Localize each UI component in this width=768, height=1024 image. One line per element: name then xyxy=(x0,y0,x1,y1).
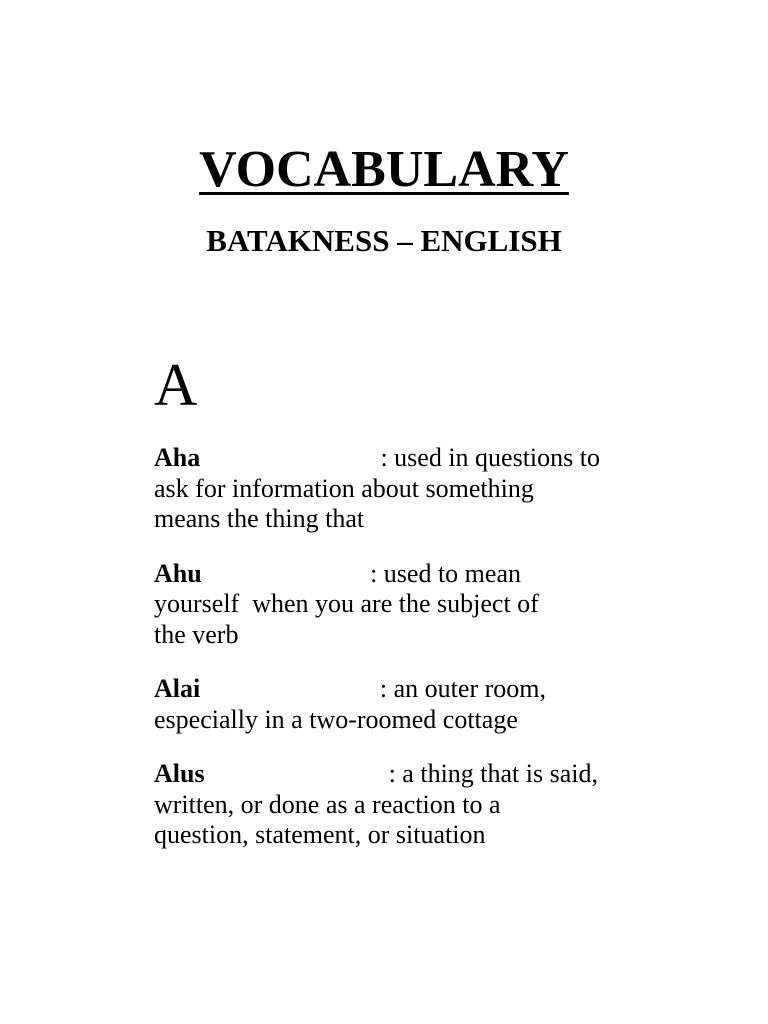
vocabulary-entry xyxy=(154,674,614,735)
entry-definition-line: yourself when you are the subject of xyxy=(154,589,539,618)
vocabulary-entry xyxy=(154,759,614,851)
entry-definition-line: means the thing that xyxy=(154,504,365,533)
vocabulary-entry xyxy=(154,443,614,535)
entry-definition-start: : a thing that is said, xyxy=(388,759,598,788)
page-subtitle: BATAKNESS – ENGLISH xyxy=(206,223,562,258)
entry-definition-line: written, or done as a reaction to a xyxy=(154,789,501,819)
vocabulary-list xyxy=(154,443,614,875)
entry-term: Alai xyxy=(154,674,201,703)
entry-definition-line: especially in a two-roomed cottage xyxy=(154,704,518,734)
vocabulary-entry xyxy=(154,559,614,651)
entry-head xyxy=(154,674,614,705)
entry-definition-line: ask for information about something xyxy=(154,473,534,503)
page-title xyxy=(0,140,768,200)
entry-term: Alus xyxy=(154,759,205,788)
entry-head xyxy=(154,759,614,790)
entry-definition-start: : used to mean xyxy=(370,558,521,588)
section-letter: A xyxy=(154,352,198,418)
entry-head xyxy=(154,443,614,474)
entry-definition-line: question, statement, or situation xyxy=(154,820,486,849)
entry-head xyxy=(154,559,614,590)
entry-definition-line: the verb xyxy=(154,619,239,649)
page-title-text: VOCABULARY xyxy=(199,141,569,198)
entry-definition-start: : an outer room, xyxy=(379,674,546,703)
entry-term: Ahu xyxy=(154,558,202,588)
entry-term: Aha xyxy=(154,443,201,472)
entry-definition-start: : used in questions to xyxy=(380,443,600,472)
